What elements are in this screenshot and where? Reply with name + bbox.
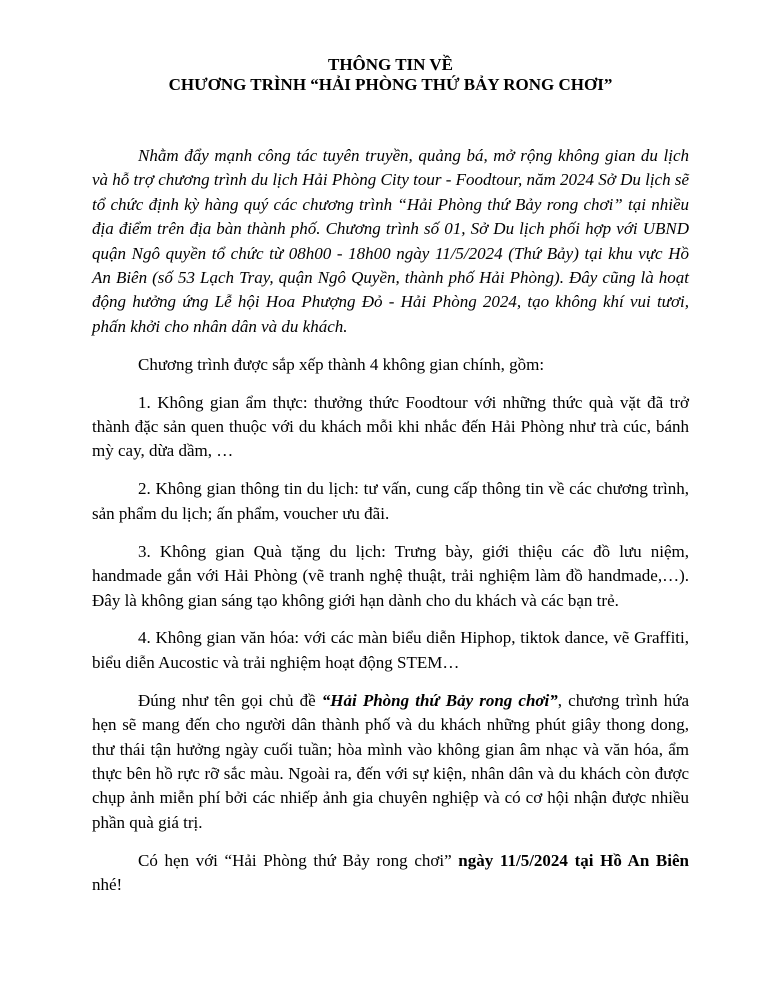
document-title — [92, 55, 689, 95]
invite-lead: Có hẹn với “Hải Phòng thứ Bảy rong chơi” — [138, 850, 459, 870]
list-item-food-space: 1. Không gian ẩm thực: thưởng thức Foodtour với những thức quà vặt đã trở thành đặc sản quen thuộc với du khách mỗi khi nhắc đến Hải Phòng như trà cúc, bánh mỳ cay, dừa dầm, … — [92, 392, 689, 461]
closing-paragraph — [92, 689, 689, 835]
invite-date-place: ngày 11/5/2024 tại Hồ An Biên — [458, 850, 689, 870]
intro-paragraph: Nhằm đẩy mạnh công tác tuyên truyền, quảng bá, mở rộng không gian du lịch và hỗ trợ chương trình du lịch Hải Phòng City tour - Foodtour, năm 2024 Sở Du lịch sẽ tổ chức định kỳ hàng quý các chương trình “Hải Phòng thứ Bảy rong chơi” tại nhiều địa điểm trên địa bàn thành phố. Chương trình số 01, Sở Du lịch phối hợp với UBND quận Ngô quyền tổ chức từ 08h00 - 18h00 ngày 11/5/2024 (Thứ Bảy) tại khu vực Hồ An Biên (số 53 Lạch Tray, quận Ngô Quyền, thành phố Hải Phòng). Đây cũng là hoạt động hưởng ứng Lễ hội Hoa Phượng Đỏ - Hải Phòng 2024, tạo không khí vui tươi, phấn khởi cho nhân dân và du khách. — [92, 146, 689, 336]
document-body — [92, 144, 689, 897]
closing-lead: Đúng như tên gọi chủ đề — [138, 690, 322, 710]
invite-tail: nhé! — [92, 875, 123, 895]
list-item-culture-space: 4. Không gian văn hóa: với các màn biểu diễn Hiphop, tiktok dance, vẽ Graffiti, biểu diễn Aucostic và trải nghiệm hoạt động STEM… — [92, 628, 689, 672]
overview-paragraph: Chương trình được sắp xếp thành 4 không gian chính, gồm: — [138, 354, 545, 374]
document-page — [92, 55, 689, 911]
title-line-2: CHƯƠNG TRÌNH “HẢI PHÒNG THỨ BẢY RONG CHƠI” — [168, 75, 613, 94]
title-line-1: THÔNG TIN VỀ — [327, 55, 454, 74]
closing-rest: , chương trình hứa hẹn sẽ mang đến cho người dân thành phố và du khách những phút giây thong dong, thư thái tận hưởng ngày cuối tuần; hòa mình vào không gian âm nhạc và văn hóa, ẩm thực bên hồ rực rỡ sắc màu. Ngoài ra, đến với sự kiện, nhân dân và du khách còn được chụp ảnh miễn phí bởi các nhiếp ảnh gia chuyên nghiệp và có cơ hội nhận được nhiều phần quà giá trị. — [92, 690, 689, 832]
list-item-info-space: 2. Không gian thông tin du lịch: tư vấn, cung cấp thông tin về các chương trình, sản phẩm du lịch; ấn phẩm, voucher ưu đãi. — [92, 479, 689, 523]
closing-theme: “Hải Phòng thứ Bảy rong chơi” — [321, 690, 558, 710]
invite-paragraph — [92, 849, 689, 898]
list-item-gift-space: 3. Không gian Quà tặng du lịch: Trưng bày, giới thiệu các đồ lưu niệm, handmade gắn với Hải Phòng (vẽ tranh nghệ thuật, trải nghiệm làm đồ handmade,…). Đây là không gian sáng tạo không giới hạn dành cho du khách và các bạn trẻ. — [92, 541, 689, 610]
